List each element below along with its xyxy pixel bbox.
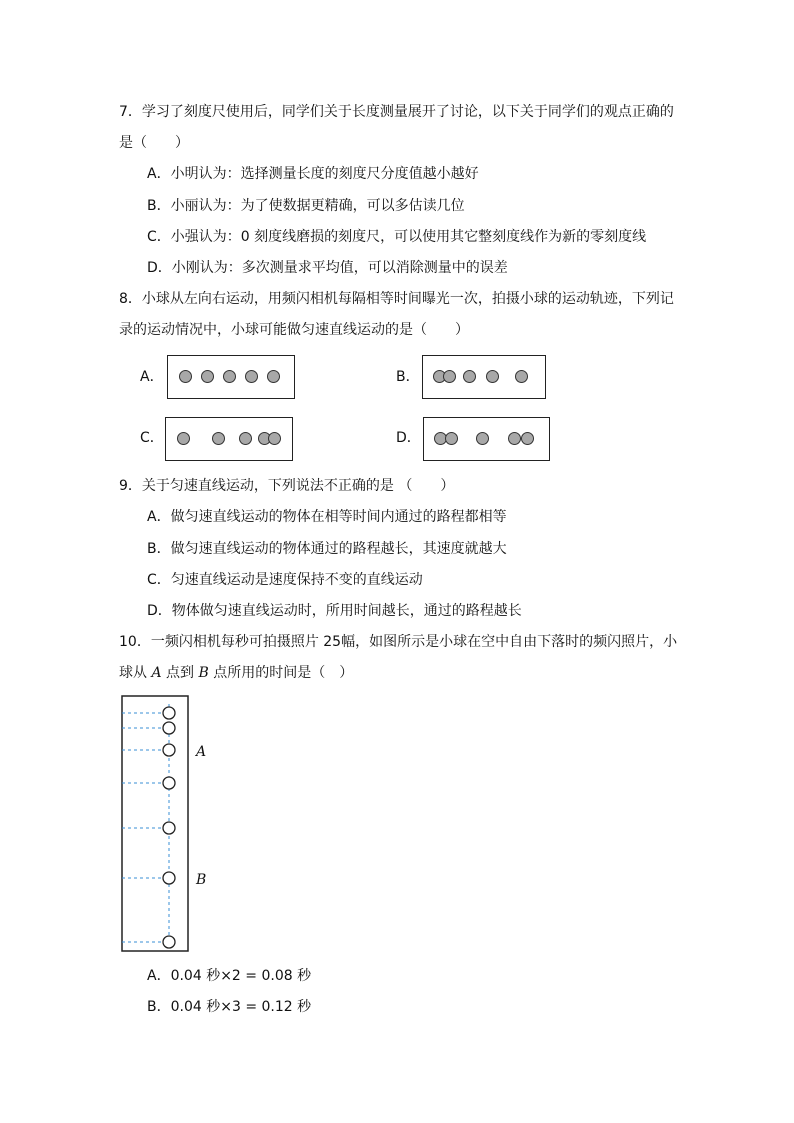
q8-stem-line2: 录的运动情况中，小球可能做匀速直线运动的是（ ）	[119, 322, 469, 338]
q10-stem-text: 点到	[161, 665, 199, 681]
q8-figure-c-label: C．	[140, 430, 164, 446]
q8-figure-a	[167, 355, 295, 399]
ball	[223, 370, 236, 383]
ball	[463, 370, 476, 383]
q10-point-b-ref: B	[198, 665, 209, 681]
q9-option-b: B．做匀速直线运动的物体通过的路程越长，其速度就越大	[147, 541, 507, 557]
q10-stem-line2	[119, 663, 353, 683]
ball	[508, 432, 521, 445]
photo-frame	[122, 696, 188, 951]
q8-figure-a-label: A．	[140, 369, 164, 385]
ball	[212, 432, 225, 445]
ball	[443, 370, 456, 383]
ball	[445, 432, 458, 445]
q8-figure-b-label: B．	[396, 369, 420, 385]
q8-figure-b	[422, 355, 546, 399]
q7-option-b: B．小丽认为：为了使数据更精确，可以多估读几位	[147, 198, 465, 214]
ball-point-a	[163, 744, 175, 756]
q10-stem-text: 球从	[119, 665, 152, 681]
ball	[163, 722, 175, 734]
q7-stem-line1: 7．学习了刻度尺使用后，同学们关于长度测量展开了讨论，以下关于同学们的观点正确的	[119, 104, 674, 120]
ball	[163, 777, 175, 789]
q10-point-a-ref: A	[151, 665, 162, 681]
ball	[486, 370, 499, 383]
label-point-b: B	[196, 872, 207, 888]
ball-point-b	[163, 872, 175, 884]
q10-stem-line1: 10．一频闪相机每秒可拍摄照片 25幅，如图所示是小球在空中自由下落时的频闪照片，小	[119, 634, 678, 650]
ball	[515, 370, 528, 383]
q9-stem: 9．关于匀速直线运动，下列说法不正确的是 （ ）	[119, 478, 455, 494]
ball	[163, 707, 175, 719]
q10-falling-ball-figure	[118, 694, 218, 954]
ball	[179, 370, 192, 383]
q10-stem-text: 点所用的时间是（ ）	[208, 665, 354, 681]
q8-figure-d	[423, 417, 550, 461]
ball	[177, 432, 190, 445]
ball	[268, 432, 281, 445]
q9-option-a: A．做匀速直线运动的物体在相等时间内通过的路程都相等	[147, 509, 507, 525]
q8-figure-c	[165, 417, 293, 461]
q10-option-b: B．0.04 秒×3 = 0.12 秒	[147, 999, 312, 1015]
label-point-a: A	[196, 744, 207, 760]
q7-option-a: A．小明认为：选择测量长度的刻度尺分度值越小越好	[147, 166, 479, 182]
ball	[163, 822, 175, 834]
ball	[245, 370, 258, 383]
q8-figure-d-label: D．	[396, 430, 421, 446]
q8-stem-line1: 8．小球从左向右运动，用频闪相机每隔相等时间曝光一次，拍摄小球的运动轨迹，下列记	[119, 291, 674, 307]
ball	[239, 432, 252, 445]
ball	[476, 432, 489, 445]
q9-option-d: D．物体做匀速直线运动时，所用时间越长，通过的路程越长	[147, 603, 522, 619]
ball	[163, 936, 175, 948]
q10-option-a: A．0.04 秒×2 = 0.08 秒	[147, 968, 312, 984]
q9-option-c: C．匀速直线运动是速度保持不变的直线运动	[147, 572, 423, 588]
ball	[201, 370, 214, 383]
ball	[521, 432, 534, 445]
q7-stem-line2: 是（ ）	[119, 135, 189, 151]
q7-option-d: D．小刚认为：多次测量求平均值，可以消除测量中的误差	[147, 260, 508, 276]
q7-option-c: C．小强认为：0 刻度线磨损的刻度尺，可以使用其它整刻度线作为新的零刻度线	[147, 229, 647, 245]
ball	[267, 370, 280, 383]
